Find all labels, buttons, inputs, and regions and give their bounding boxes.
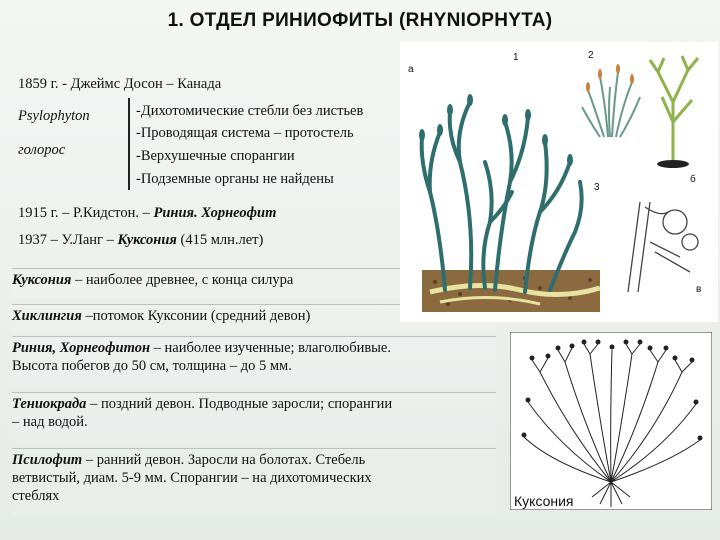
golorос-label: голорос — [18, 142, 66, 158]
block-taeniocrada-name: Тениокрада — [12, 396, 87, 412]
discovery-1859: 1859 г. - Джеймс Досон – Канада — [18, 76, 222, 92]
block-rhynia-text: – наиболее изученные; влаголюбивые. — [150, 340, 391, 356]
rhynia-illustration — [400, 42, 718, 322]
block-psilophyton-line2: ветвистый, диам. 5-9 мм. Спорангии – на дихотомических — [12, 470, 372, 486]
discovery-1937-genus: Куксония — [117, 232, 177, 248]
slide-title: 1. ОТДЕЛ РИНИОФИТЫ (RHYNIOPHYTA) — [167, 10, 553, 31]
fig-label-1: 1 — [513, 52, 519, 63]
block-hicklingia-name: Хиклингия — [12, 308, 82, 324]
feature-4: -Подземные органы не найдены — [136, 171, 334, 187]
fig-label-a: а — [408, 64, 414, 75]
fig-label-3: 3 — [594, 182, 600, 193]
block-taeniocrada — [12, 392, 496, 442]
block-psilophyton-line3: стеблях — [12, 488, 60, 504]
block-rhynia — [12, 336, 496, 386]
block-rhynia-name: Риния, Хорнеофитон — [12, 340, 151, 356]
discovery-1937 — [18, 231, 263, 250]
discovery-1937-suffix: (415 млн.лет) — [176, 232, 264, 248]
discovery-1915-prefix: 1915 г. – Р.Кидстон. – — [18, 205, 154, 221]
fig-label-v: в — [696, 284, 702, 295]
feature-3: -Верхушечные спорангии — [136, 148, 295, 164]
block-psilophyton — [12, 448, 496, 516]
block-taeniocrada-line2: – над водой. — [12, 414, 88, 430]
psilophyton-name: Psylophyton — [18, 108, 90, 124]
fig-label-b: б — [690, 174, 696, 185]
cooksonia-illustration — [510, 332, 712, 510]
bracket-line — [128, 98, 130, 190]
feature-2: -Проводящая система – протостель — [136, 125, 354, 141]
discovery-1915 — [18, 204, 276, 223]
discovery-1915-genera: Риния. Хорнеофит — [153, 205, 277, 221]
fig-label-2: 2 — [588, 50, 594, 61]
cooksonia-caption: Куксония — [514, 493, 574, 509]
block-cooksonia-name: Куксония — [12, 272, 72, 288]
block-psilophyton-text: – ранний девон. Заросли на болотах. Стебель — [82, 452, 366, 468]
feature-1: -Дихотомические стебли без листьев — [136, 103, 364, 119]
discovery-1937-prefix: 1937 – У.Ланг – — [18, 232, 118, 248]
block-hicklingia-text: –потомок Куксонии (средний девон) — [81, 308, 311, 324]
block-cooksonia-text: – наиболее древнее, с конца силура — [71, 272, 294, 288]
block-taeniocrada-text: – поздний девон. Подводные заросли; спорангии — [86, 396, 393, 412]
block-rhynia-line2: Высота побегов до 50 см, толщина – до 5 мм. — [12, 358, 292, 374]
block-psilophyton-name: Псилофит — [12, 452, 83, 468]
